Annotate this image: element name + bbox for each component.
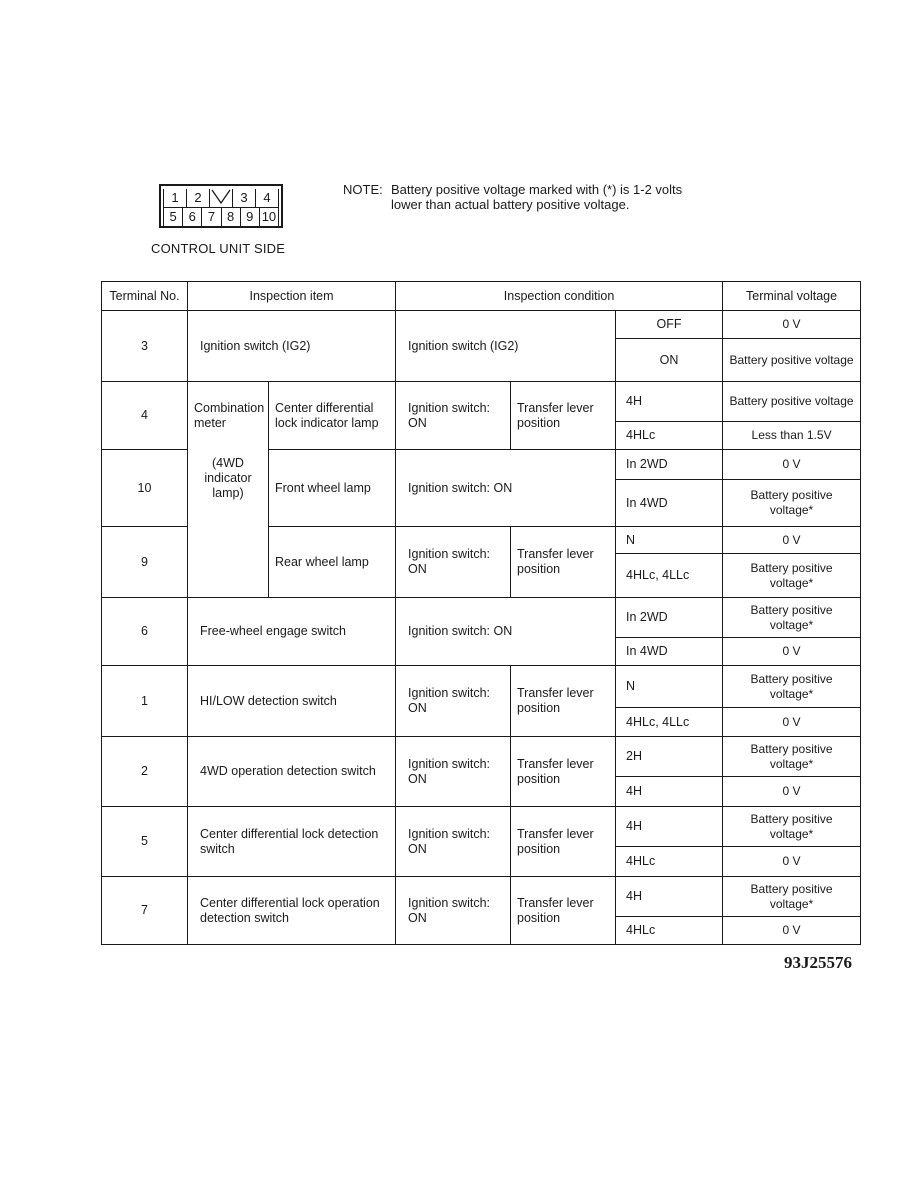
connector-caption: CONTROL UNIT SIDE [151, 241, 286, 256]
condition-cell: Ignition switch: ON [396, 737, 511, 807]
header-terminal: Terminal No. [102, 282, 188, 311]
header-condition: Inspection condition [396, 282, 723, 311]
voltage-cell: Battery positive voltage* [723, 554, 861, 598]
item-cell: HI/LOW detection switch [188, 666, 396, 737]
terminal-cell: 10 [102, 450, 188, 527]
condition-cell: Ignition switch: ON [396, 450, 616, 527]
state-cell: OFF [616, 311, 723, 339]
state-cell: 4H [616, 777, 723, 807]
state-cell: 4HLc, 4LLc [616, 708, 723, 737]
terminal-cell: 1 [102, 666, 188, 737]
state-cell: 2H [616, 737, 723, 777]
connector-pin: 2 [186, 189, 209, 207]
voltage-cell: Battery positive voltage* [723, 877, 861, 917]
voltage-cell: Battery positive voltage* [723, 598, 861, 638]
connector-pin: 7 [201, 208, 220, 226]
terminal-cell: 3 [102, 311, 188, 382]
terminal-cell: 7 [102, 877, 188, 945]
terminal-cell: 6 [102, 598, 188, 666]
table-header-row [102, 282, 861, 311]
condition-cell: Ignition switch: ON [396, 382, 511, 450]
header-item: Inspection item [188, 282, 396, 311]
voltage-cell: Battery positive voltage* [723, 737, 861, 777]
header-voltage: Terminal voltage [723, 282, 861, 311]
item-cell: Center differential lock operation detection switch [188, 877, 396, 945]
table-row [102, 382, 861, 422]
item-cell: Rear wheel lamp [269, 527, 396, 598]
state-cell: In 2WD [616, 450, 723, 480]
connector-bottom-row [163, 207, 279, 226]
state-cell: 4H [616, 807, 723, 847]
item-cell: Free-wheel engage switch [188, 598, 396, 666]
voltage-cell: 0 V [723, 917, 861, 945]
connector-diagram [159, 184, 283, 228]
terminal-cell: 5 [102, 807, 188, 877]
note-line-1: Battery positive voltage marked with (*) is 1-2 volts [391, 182, 683, 197]
state-cell: 4HLc, 4LLc [616, 554, 723, 598]
voltage-cell: Battery positive voltage [723, 382, 861, 422]
connector-pin: 1 [163, 189, 186, 207]
voltage-cell: 0 V [723, 527, 861, 554]
state-cell: 4HLc [616, 847, 723, 877]
condition-cell: Transfer lever position [511, 666, 616, 737]
condition-cell: Transfer lever position [511, 807, 616, 877]
voltage-cell: 0 V [723, 311, 861, 339]
connector-pin: 8 [221, 208, 240, 226]
condition-cell: Ignition switch: ON [396, 807, 511, 877]
condition-cell: Transfer lever position [511, 737, 616, 807]
table-row [102, 450, 861, 480]
note-label: NOTE: [343, 182, 383, 197]
item-cell: 4WD operation detection switch [188, 737, 396, 807]
condition-cell: Ignition switch: ON [396, 598, 616, 666]
voltage-cell: 0 V [723, 777, 861, 807]
state-cell: ON [616, 339, 723, 382]
note-line-2: lower than actual battery positive voltage. [391, 197, 630, 212]
voltage-cell: Battery positive voltage [723, 339, 861, 382]
table-row [102, 877, 861, 917]
table-row [102, 311, 861, 339]
item-cell: Center differential lock detection switch [188, 807, 396, 877]
state-cell: In 4WD [616, 480, 723, 527]
voltage-cell: 0 V [723, 847, 861, 877]
inspection-table [101, 281, 861, 945]
state-cell: 4HLc [616, 422, 723, 450]
condition-cell: Ignition switch: ON [396, 877, 511, 945]
indicator-lamp-cell: (4WD indicator lamp) [188, 450, 269, 598]
voltage-cell: Battery positive voltage* [723, 807, 861, 847]
state-cell: In 4WD [616, 638, 723, 666]
state-cell: In 2WD [616, 598, 723, 638]
terminal-cell: 9 [102, 527, 188, 598]
item-cell: Front wheel lamp [269, 450, 396, 527]
terminal-cell: 4 [102, 382, 188, 450]
table-row [102, 807, 861, 847]
condition-cell: Ignition switch: ON [396, 666, 511, 737]
voltage-cell: Battery positive voltage* [723, 480, 861, 527]
connector-top-row [163, 189, 279, 207]
state-cell: 4H [616, 877, 723, 917]
table-row [102, 737, 861, 777]
voltage-cell: 0 V [723, 450, 861, 480]
connector-pin: 3 [232, 189, 255, 207]
connector-pin: 4 [255, 189, 279, 207]
item-cell: Ignition switch (IG2) [188, 311, 396, 382]
terminal-cell: 2 [102, 737, 188, 807]
state-cell: 4H [616, 382, 723, 422]
condition-cell: Transfer lever position [511, 877, 616, 945]
voltage-cell: Less than 1.5V [723, 422, 861, 450]
connector-pin: 10 [259, 208, 279, 226]
condition-cell: Ignition switch (IG2) [396, 311, 616, 382]
connector-pin: 9 [240, 208, 259, 226]
voltage-cell: Battery positive voltage* [723, 666, 861, 708]
voltage-cell: 0 V [723, 638, 861, 666]
figure-id: 93J25576 [784, 953, 852, 972]
connector-key-icon [209, 189, 232, 207]
condition-cell: Transfer lever position [511, 382, 616, 450]
combination-meter-cell: Combination meter [188, 382, 269, 450]
connector-key-shape [210, 189, 232, 205]
state-cell: N [616, 527, 723, 554]
voltage-cell: 0 V [723, 708, 861, 737]
condition-cell: Transfer lever position [511, 527, 616, 598]
state-cell: 4HLc [616, 917, 723, 945]
item-cell: Center differential lock indicator lamp [269, 382, 396, 450]
note [343, 182, 682, 212]
table-row [102, 598, 861, 638]
condition-cell: Ignition switch: ON [396, 527, 511, 598]
connector-pin: 5 [163, 208, 182, 226]
connector-pin: 6 [182, 208, 201, 226]
state-cell: N [616, 666, 723, 708]
table-row [102, 666, 861, 708]
